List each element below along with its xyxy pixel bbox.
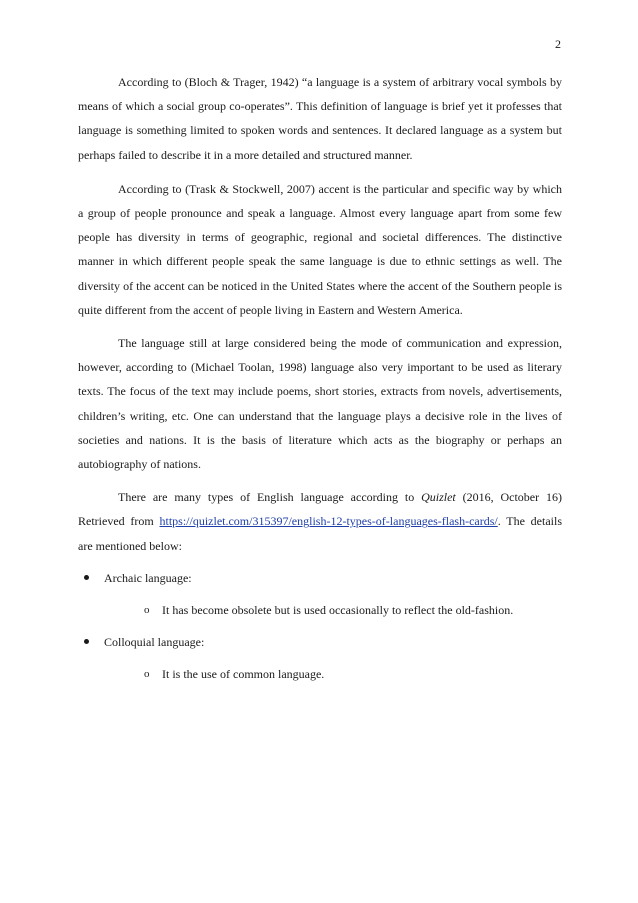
list-subitem — [104, 598, 562, 622]
source-name: Quizlet — [421, 490, 456, 505]
list-subitem-text: It is the use of common language. — [162, 666, 325, 681]
types-text-middle: (2016, October 16) Retrieved from — [78, 490, 563, 529]
quizlet-link[interactable]: https://quizlet.com/315397/english-12-types-of-languages-flash-cards/ — [159, 514, 498, 529]
list-item-term: Colloquial language: — [104, 634, 205, 649]
bullet-icon — [84, 639, 89, 644]
types-text-before: There are many types of English language according to — [118, 490, 422, 505]
paragraph-types — [78, 485, 562, 558]
language-types-list — [78, 566, 562, 686]
document-body — [78, 70, 562, 694]
paragraph-definition: According to (Bloch & Trager, 1942) “a language is a system of arbitrary vocal symbols by means of which a social group co-operates”. This definition of language is brief yet it professes that language is something limited to spoken words and sentences. It declared language as a system but perhaps failed to describe it in a more detailed and structured manner. — [78, 75, 562, 162]
bullet-icon — [84, 575, 89, 580]
paragraph-accent: According to (Trask & Stockwell, 2007) accent is the particular and specific way by which a group of people pronounce and speak a language. Almost every language apart from some few people has diversity in terms of geographic, regional and societal differences. The distinctive manner in which different people speak the same language is due to ethnic settings as well. The diversity of the accent can be noticed in the United States where the accent of the Southern people is quite different from the accent of people living in Eastern and Western America. — [78, 181, 562, 317]
list-subitem-text: It has become obsolete but is used occasionally to reflect the old-fashion. — [162, 602, 514, 617]
circle-bullet-icon: o — [144, 603, 150, 616]
list-item — [78, 630, 562, 686]
list-subitem — [104, 662, 562, 686]
paragraph-literary: The language still at large considered being the mode of communication and expression, however, according to (Michael Toolan, 1998) language also very important to be used as literary texts. The focus of the text may include poems, short stories, extracts from novels, advertisements, children’s writing, etc. One can understand that the language plays a decisive role in the lives of societies and nations. It is the basis of literature which acts as the biography or perhaps an autobiography of nations. — [78, 336, 562, 472]
circle-bullet-icon: o — [144, 667, 150, 680]
list-item — [78, 566, 562, 622]
page-number: 2 — [555, 37, 561, 51]
types-text-after: . The details are mentioned below: — [78, 514, 562, 553]
list-item-term: Archaic language: — [104, 570, 192, 585]
